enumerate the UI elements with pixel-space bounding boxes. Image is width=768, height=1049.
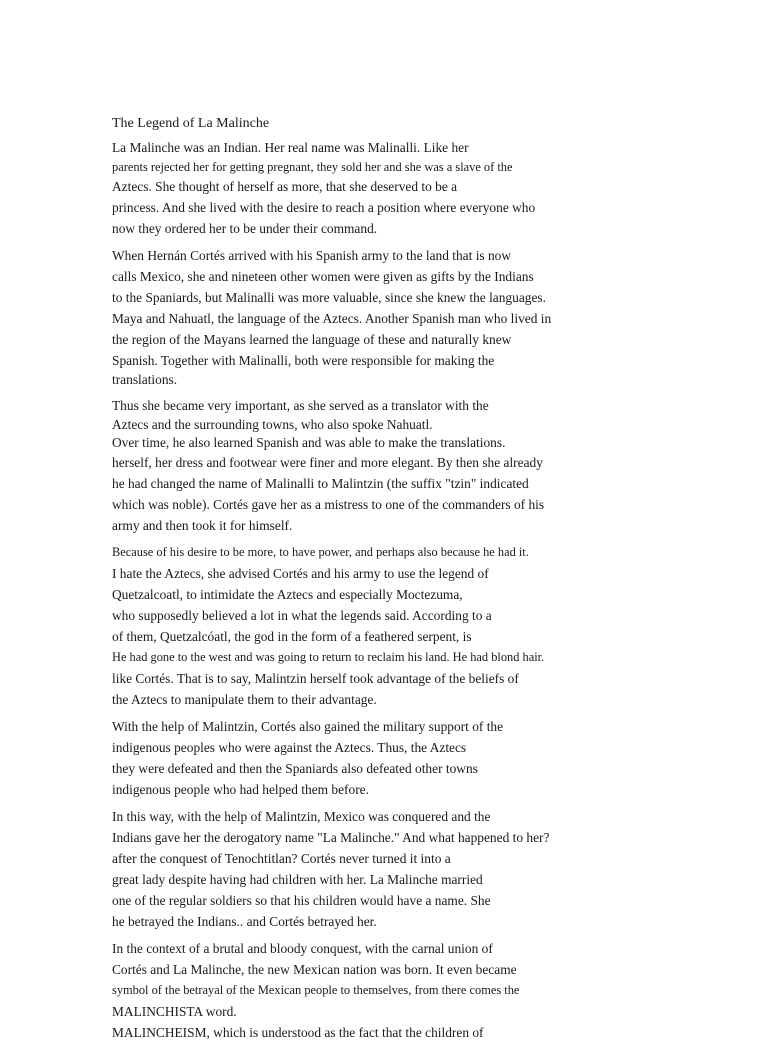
text-line: he had changed the name of Malinalli to Malintzin (the suffix "tzin" indicated	[112, 476, 529, 491]
text-line: Quetzalcoatl, to intimidate the Aztecs and especially Moctezuma,	[112, 587, 463, 602]
paragraph-2	[112, 245, 632, 389]
text-line: princess. And she lived with the desire to reach a position where everyone who	[112, 200, 536, 215]
text-line: In this way, with the help of Malintzin, Mexico was conquered and the	[112, 809, 491, 824]
text-line: translations.	[112, 372, 178, 387]
paragraph-3	[112, 395, 632, 536]
text-line: Cortés and La Malinche, the new Mexican nation was born. It even became	[112, 962, 517, 977]
paragraph-6	[112, 806, 632, 932]
text-line: Over time, he also learned Spanish and was able to make the translations.	[112, 435, 506, 450]
text-line: Because of his desire to be more, to have power, and perhaps also because he had it.	[112, 545, 529, 559]
text-line: With the help of Malintzin, Cortés also gained the military support of the	[112, 719, 504, 734]
paragraph-4	[112, 542, 632, 710]
text-line: In the context of a brutal and bloody conquest, with the carnal union of	[112, 941, 493, 956]
text-line: the Aztecs to manipulate them to their advantage.	[112, 692, 377, 707]
text-line: great lady despite having had children with her. La Malinche married	[112, 872, 483, 887]
text-line: now they ordered her to be under their command.	[112, 221, 378, 236]
text-line: He had gone to the west and was going to return to reclaim his land. He had blond hair.	[112, 650, 545, 664]
text-line: they were defeated and then the Spaniards also defeated other towns	[112, 761, 478, 776]
text-line: Aztecs. She thought of herself as more, that she deserved to be a	[112, 179, 458, 194]
text-line: MALINCHISTA word.	[112, 1004, 237, 1019]
text-line: which was noble). Cortés gave her as a mistress to one of the commanders of his	[112, 497, 545, 512]
text-line: after the conquest of Tenochtitlan? Cortés never turned it into a	[112, 851, 451, 866]
text-line: symbol of the betrayal of the Mexican people to themselves, from there comes the	[112, 983, 520, 997]
text-line: Spanish. Together with Malinalli, both were responsible for making the	[112, 353, 495, 368]
text-line: Thus she became very important, as she served as a translator with the	[112, 398, 489, 413]
text-line: indigenous people who had helped them before.	[112, 782, 369, 797]
text-line: indigenous peoples who were against the Aztecs. Thus, the Aztecs	[112, 740, 467, 755]
text-line: he betrayed the Indians.. and Cortés betrayed her.	[112, 914, 377, 929]
text-line: like Cortés. That is to say, Malintzin herself took advantage of the beliefs of	[112, 671, 519, 686]
text-line: of them, Quetzalcóatl, the god in the form of a feathered serpent, is	[112, 629, 472, 644]
paragraph-7	[112, 938, 632, 1043]
text-line: the region of the Mayans learned the language of these and naturally knew	[112, 332, 512, 347]
text-line: Maya and Nahuatl, the language of the Aztecs. Another Spanish man who lived in	[112, 311, 552, 326]
text-line: calls Mexico, she and nineteen other women were given as gifts by the Indians	[112, 269, 534, 284]
text-line: parents rejected her for getting pregnant, they sold her and she was a slave of the	[112, 160, 513, 174]
text-line: who supposedly believed a lot in what the legends said. According to a	[112, 608, 492, 623]
text-line: Aztecs and the surrounding towns, who also spoke Nahuatl.	[112, 417, 433, 432]
document-body	[112, 137, 632, 1049]
text-line: MALINCHEISM, which is understood as the fact that the children of	[112, 1025, 484, 1040]
text-line: one of the regular soldiers so that his children would have a name. She	[112, 893, 491, 908]
paragraph-1	[112, 137, 632, 239]
document-title: The Legend of La Malinche	[112, 116, 270, 131]
text-line: to the Spaniards, but Malinalli was more valuable, since she knew the languages.	[112, 290, 546, 305]
text-line: Indians gave her the derogatory name "La Malinche." And what happened to her?	[112, 830, 550, 845]
text-line: army and then took it for himself.	[112, 518, 293, 533]
text-line: When Hernán Cortés arrived with his Spanish army to the land that is now	[112, 248, 512, 263]
text-line: La Malinche was an Indian. Her real name was Malinalli. Like her	[112, 140, 469, 155]
paragraph-5	[112, 716, 632, 800]
text-line: I hate the Aztecs, she advised Cortés and his army to use the legend of	[112, 566, 489, 581]
text-line: herself, her dress and footwear were finer and more elegant. By then she already	[112, 455, 543, 470]
